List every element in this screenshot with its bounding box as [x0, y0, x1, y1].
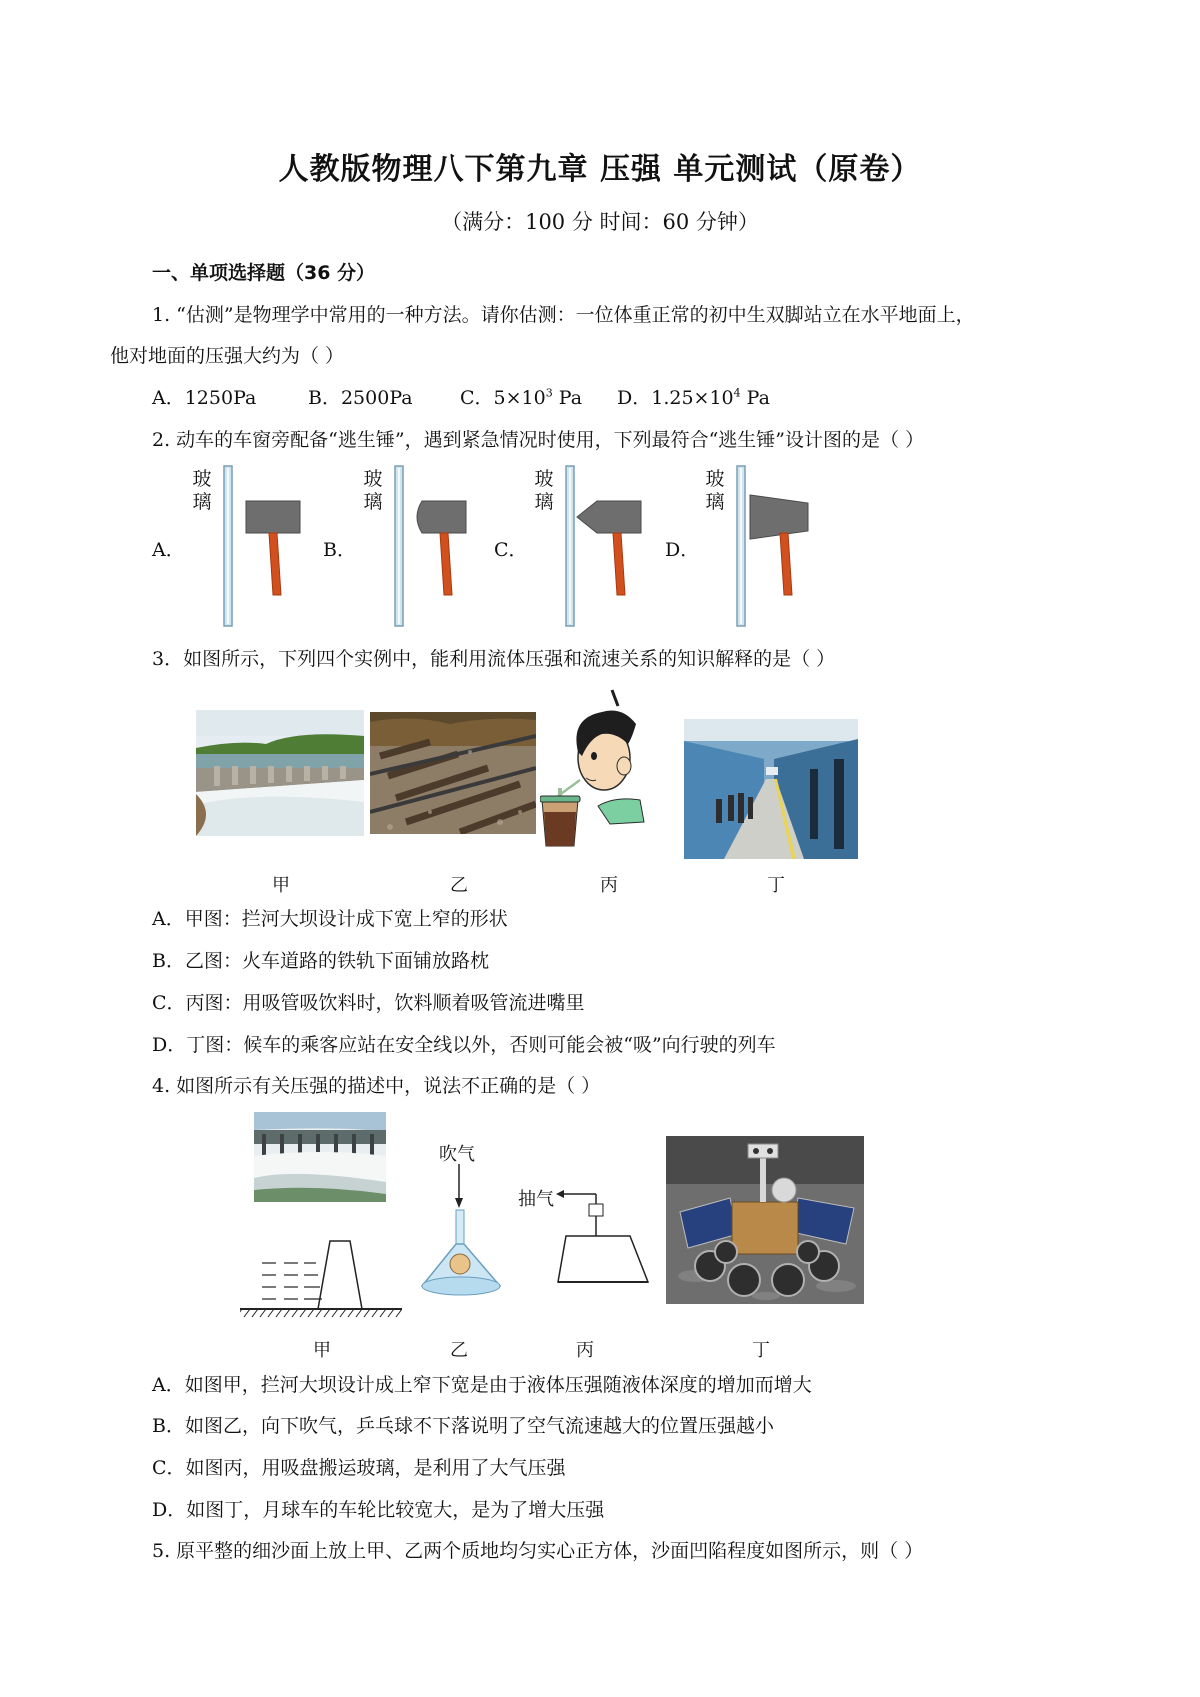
q4-option-c: C．如图丙，用吸盘搬运玻璃，是利用了大气压强 — [152, 1457, 566, 1479]
q3-pic-label-ding: 丁 — [767, 875, 785, 896]
q1-option-c-unit: Pa — [552, 387, 583, 409]
q2-glass-label-c: 玻 璃 — [534, 468, 554, 513]
q3-pic-label-jia: 甲 — [272, 875, 290, 896]
dam-wall — [318, 1241, 362, 1309]
q3-stem: 3．如图所示，下列四个实例中，能利用流体压强和流速关系的知识解释的是（ ） — [152, 648, 836, 670]
q1-stem-line1: 1. “估测”是物理学中常用的一种方法。请你估测：一位体重正常的初中生双脚站立在水平地面上， — [152, 304, 975, 326]
rover-camera — [748, 1144, 778, 1158]
hammer-b-figure — [386, 465, 476, 630]
q1-stem-line2: 他对地面的压强大约为（ ） — [110, 345, 345, 367]
q4-pic-label-yi: 乙 — [450, 1340, 468, 1361]
q3-option-a: A．甲图：拦河大坝设计成下宽上窄的形状 — [152, 908, 508, 930]
hammer-a-figure — [215, 465, 305, 630]
lunar-rover-photo — [666, 1136, 864, 1304]
q2-glass-label-a: 玻 璃 — [192, 468, 212, 513]
hammer-head-round — [417, 501, 466, 533]
q2-glass-label-b: 玻 璃 — [363, 468, 383, 513]
q4-pic-label-bing: 丙 — [576, 1340, 594, 1361]
q3-pic-label-bing: 丙 — [600, 875, 618, 896]
q2-option-c-label: C． — [494, 539, 528, 561]
hammer-handle — [780, 533, 792, 595]
q2-stem: 2. 动车的车窗旁配备“逃生锤”，遇到紧急情况时使用，下列最符合“逃生锤”设计图的是（ ） — [152, 429, 925, 451]
q4-pic-label-ding: 丁 — [752, 1340, 770, 1361]
q1-option-d — [617, 383, 770, 410]
q2-glass-label-d: 玻 璃 — [705, 468, 725, 513]
q1-option-c — [460, 383, 582, 410]
hammer-handle — [613, 533, 625, 595]
ground-hatch — [240, 1309, 402, 1317]
boy-collar — [598, 799, 644, 824]
q1-option-b: B．2500Pa — [308, 387, 413, 409]
q1-option-d-prefix: D． — [617, 387, 652, 409]
q3-option-d: D．丁图：候车的乘客应站在安全线以外，否则可能会被“吸”向行驶的列车 — [152, 1034, 776, 1056]
q2-option-d-label: D． — [665, 539, 700, 561]
q1-option-d-base: 1.25×10 — [651, 387, 734, 409]
q4-pic-label-jia: 甲 — [313, 1340, 331, 1361]
q3-pic-label-yi: 乙 — [450, 875, 468, 896]
page-title: 人教版物理八下第九章 压强 单元测试（原卷） — [278, 152, 922, 187]
hammer-handle — [440, 533, 452, 595]
q1-option-d-unit: Pa — [740, 387, 770, 409]
hammer-head-flat — [246, 501, 300, 533]
exam-info: （满分：100 分 时间：60 分钟） — [441, 210, 759, 234]
water-lines — [262, 1263, 322, 1299]
q1-option-d-exp: 4 — [733, 386, 741, 400]
q1-option-a: A．1250Pa — [152, 387, 257, 409]
q4-option-b: B．如图乙，向下吹气，乒乓球不下落说明了空气流速越大的位置压强越小 — [152, 1415, 774, 1437]
section-heading: 一、单项选择题（36 分） — [152, 262, 376, 284]
hammer-head-pointed — [577, 501, 641, 533]
q3-option-b: B．乙图：火车道路的铁轨下面铺放路枕 — [152, 950, 489, 972]
rover-antenna — [772, 1178, 796, 1202]
q2-option-b-label: B． — [323, 539, 356, 561]
rover-body — [732, 1202, 798, 1254]
pump-label: 抽气 — [518, 1189, 554, 1210]
boy-drinking-figure — [540, 688, 660, 848]
glass-plate — [558, 1236, 648, 1282]
subway-photo — [684, 719, 858, 859]
q3-option-c: C．丙图：用吸管吸饮料时，饮料顺着吸管流进嘴里 — [152, 992, 585, 1014]
dam-photo — [196, 710, 364, 836]
q2-option-a-label: A． — [152, 539, 185, 561]
ping-pong-ball — [450, 1254, 470, 1274]
suction-cup-figure — [556, 1178, 652, 1288]
funnel-ball-figure — [418, 1164, 518, 1300]
blow-label: 吹气 — [439, 1144, 475, 1165]
hammer-head-wedge — [750, 495, 808, 539]
q1-option-c-exp: 3 — [545, 386, 553, 400]
q5-stem: 5. 原平整的细沙面上放上甲、乙两个质地均匀实心正方体，沙面凹陷程度如图所示，则（ ） — [152, 1540, 924, 1562]
railway-photo — [370, 712, 536, 834]
dam-cross-section — [240, 1235, 402, 1319]
funnel-tube — [456, 1210, 464, 1244]
q4-option-d: D．如图丁，月球车的车轮比较宽大，是为了增大压强 — [152, 1499, 605, 1521]
hammer-c-figure — [557, 465, 647, 630]
q4-stem: 4. 如图所示有关压强的描述中，说法不正确的是（ ） — [152, 1075, 601, 1097]
hammer-handle — [269, 533, 281, 595]
q4-option-a: A．如图甲，拦河大坝设计成上窄下宽是由于液体压强随液体深度的增加而增大 — [152, 1374, 812, 1396]
q1-option-c-base: 5×10 — [493, 387, 546, 409]
q1-option-c-prefix: C． — [460, 387, 494, 409]
hammer-d-figure — [728, 465, 818, 630]
dam-spillway-photo — [254, 1112, 386, 1202]
